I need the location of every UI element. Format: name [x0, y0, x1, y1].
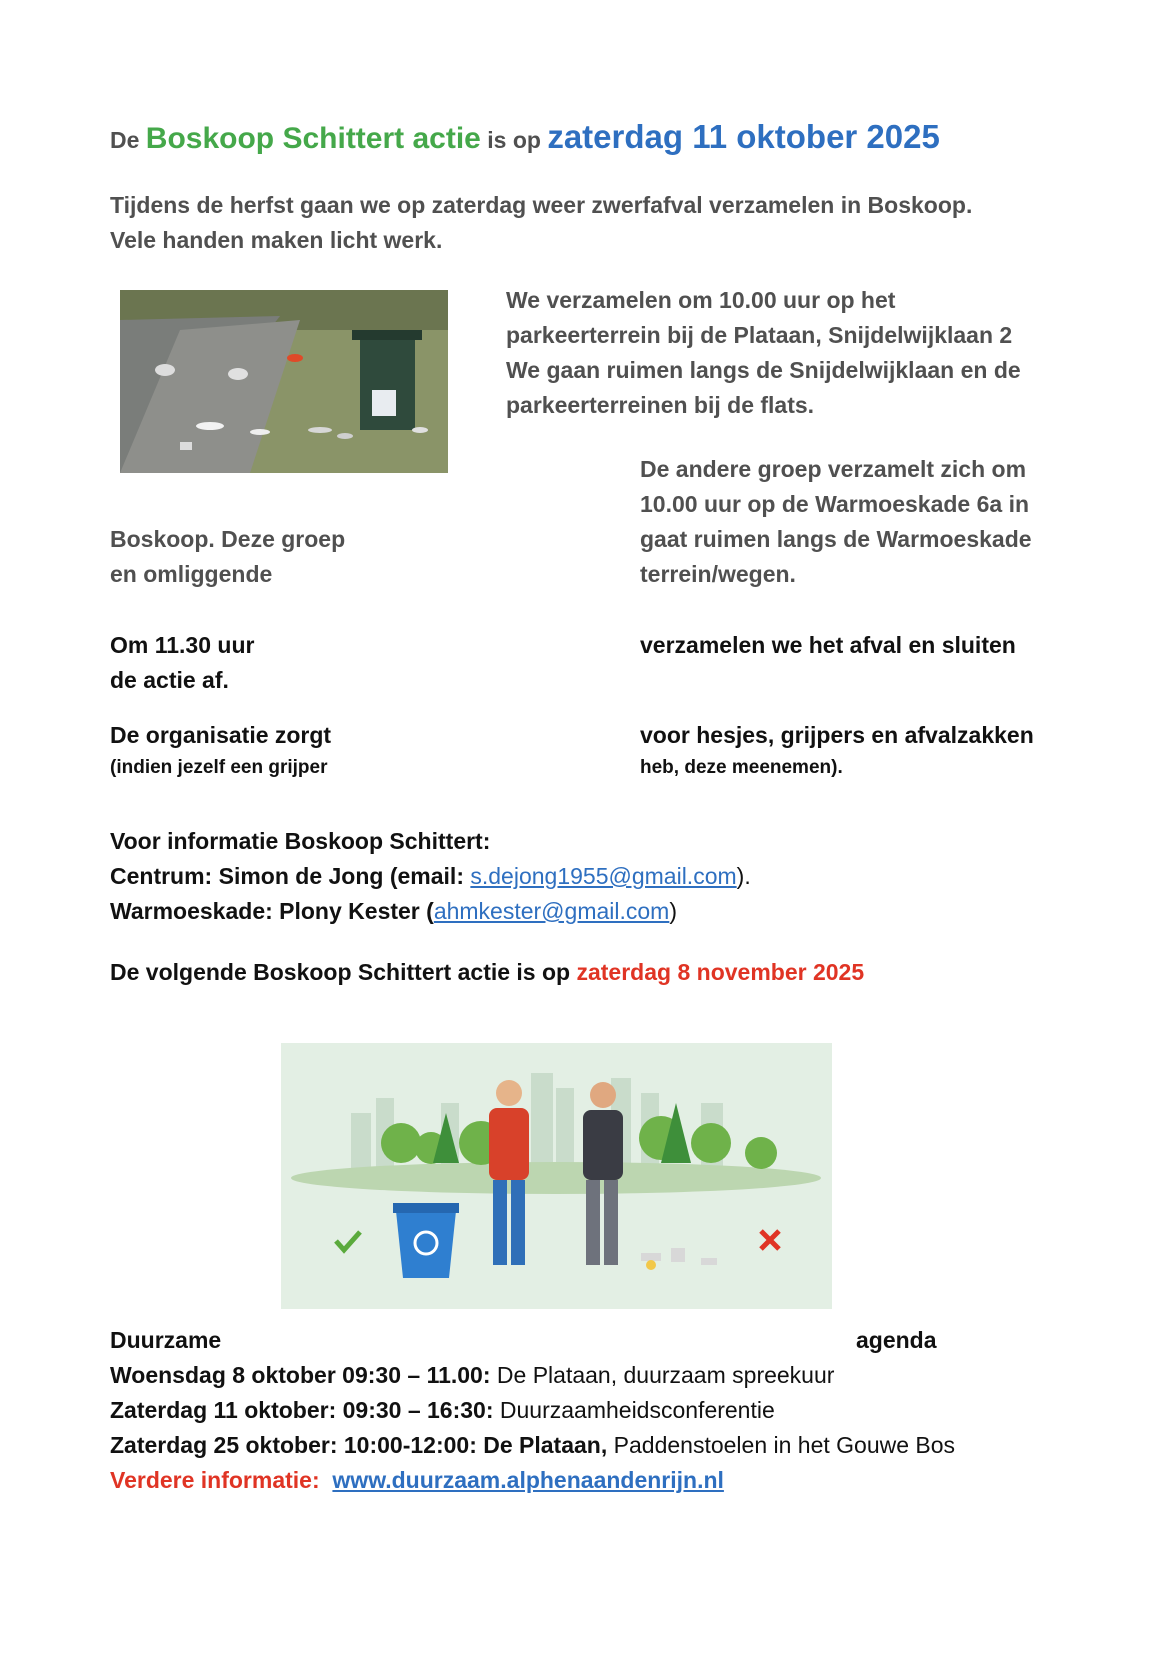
- next-action-text: De volgende Boskoop Schittert actie is op: [110, 959, 577, 985]
- warmoeskade-right-2: terrein/wegen.: [640, 561, 796, 587]
- organisation-left-2: (indien jezelf een grijper: [110, 757, 328, 778]
- agenda-item-when: Zaterdag 25 oktober: 10:00-12:00: De Plataan,: [110, 1432, 608, 1458]
- recycling-illustration: [281, 1043, 832, 1309]
- warmoeskade-line-1: De andere groep verzamelt zich om: [640, 456, 1027, 482]
- agenda-item-when: Woensdag 8 oktober 09:30 – 11.00:: [110, 1362, 491, 1388]
- title-action-name: Boskoop Schittert actie: [145, 122, 481, 155]
- agenda-item-what: Paddenstoelen in het Gouwe Bos: [607, 1432, 956, 1458]
- title-date: zaterdag 11 oktober 2025: [547, 118, 940, 155]
- intro-line-2: Vele handen maken licht werk.: [110, 227, 443, 253]
- title-prefix: De: [110, 127, 140, 153]
- warmoeskade-left-2: en omliggende: [110, 561, 273, 587]
- centrum-line-3: We gaan ruimen langs de Snijdelwijklaan en de: [506, 357, 1021, 383]
- closing-left-1: Om 11.30 uur: [110, 632, 255, 658]
- warmoeskade-left-1: Boskoop. Deze groep: [110, 526, 346, 552]
- closing-right-1: verzamelen we het afval en sluiten: [640, 632, 1016, 658]
- agenda-item-what: Duurzaamheidsconferentie: [493, 1397, 775, 1423]
- agenda-item-what: De Plataan, duurzaam spreekuur: [490, 1362, 835, 1388]
- contact-warmoeskade-label: Warmoeskade: Plony Kester (: [110, 898, 434, 924]
- agenda-info: [110, 1463, 724, 1498]
- contact-centrum-label: Centrum: Simon de Jong (email:: [110, 863, 471, 889]
- agenda-item-when: Zaterdag 11 oktober: 09:30 – 16:30:: [110, 1397, 494, 1423]
- warmoeskade-line-2: 10.00 uur op de Warmoeskade 6a in: [640, 491, 1030, 517]
- agenda-item: [110, 1358, 834, 1393]
- page-title: [110, 119, 940, 158]
- agenda-item: [110, 1428, 955, 1463]
- organisation-left-1: De organisatie zorgt: [110, 722, 332, 748]
- agenda-item: [110, 1393, 775, 1428]
- agenda-heading-left: Duurzame: [110, 1327, 222, 1353]
- title-middle: is op: [487, 127, 541, 153]
- contact-warmoeskade-end: ): [669, 898, 678, 924]
- organisation-right-2: heb, deze meenemen).: [640, 757, 843, 778]
- agenda-info-label: Verdere informatie:: [110, 1467, 320, 1493]
- intro-line-1: Tijdens de herfst gaan we op zaterdag weer zwerfafval verzamelen in Boskoop.: [110, 192, 973, 218]
- duurzaam-website-link[interactable]: www.duurzaam.alphenaandenrijn.nl: [332, 1467, 724, 1493]
- centrum-email-link[interactable]: s.dejong1955@gmail.com: [470, 863, 737, 889]
- next-action-date: zaterdag 8 november 2025: [576, 959, 865, 985]
- centrum-line-1: We verzamelen om 10.00 uur op het: [506, 287, 896, 313]
- next-action: [110, 955, 864, 990]
- warmoeskade-email-link[interactable]: ahmkester@gmail.com: [433, 898, 670, 924]
- contact-heading: Voor informatie Boskoop Schittert:: [110, 828, 491, 854]
- centrum-line-2: parkeerterrein bij de Plataan, Snijdelwijklaan 2: [506, 322, 1013, 348]
- agenda-heading-right: agenda: [856, 1327, 937, 1353]
- centrum-line-4: parkeerterreinen bij de flats.: [506, 392, 815, 418]
- closing-left-2: de actie af.: [110, 667, 229, 693]
- warmoeskade-right-1: gaat ruimen langs de Warmoeskade: [640, 526, 1032, 552]
- litter-park-photo: [120, 290, 448, 473]
- organisation-right-1: voor hesjes, grijpers en afvalzakken: [640, 722, 1034, 748]
- contact-warmoeskade: [110, 894, 677, 929]
- contact-centrum-end: ).: [736, 863, 751, 889]
- contact-centrum: [110, 859, 751, 894]
